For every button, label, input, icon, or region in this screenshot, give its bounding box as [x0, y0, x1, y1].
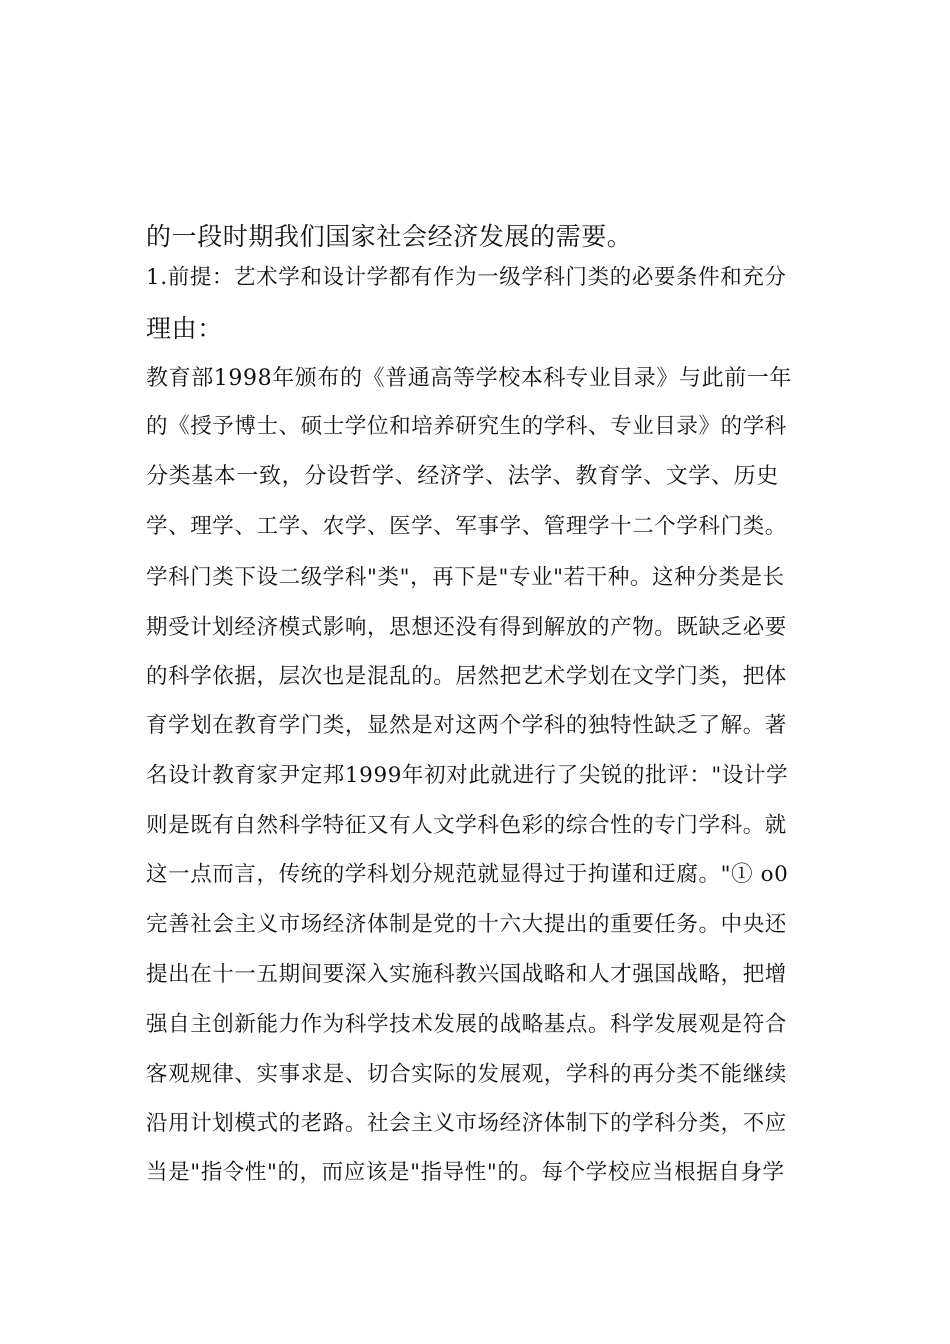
- text-line: 客观规律、实事求是、切合实际的发展观，学科的再分类不能继续: [146, 1062, 787, 1087]
- text-line: 的一段时期我们国家社会经济发展的需要。: [146, 222, 633, 251]
- text-line: 当是"指令性"的，而应该是"指导性"的。每个学校应当根据自身学: [146, 1160, 785, 1185]
- text-line: 完善社会主义市场经济体制是党的十六大提出的重要任务。中央还: [146, 912, 787, 937]
- text-line: 理由：: [146, 314, 223, 343]
- text-line: 名设计教育家尹定邦1999年初对此就进行了尖锐的批评："设计学: [146, 763, 789, 788]
- text-line: 学科门类下设二级学科"类"，再下是"专业"若干种。这种分类是长: [146, 565, 785, 590]
- text-line: 分类基本一致，分设哲学、经济学、法学、教育学、文学、历史: [146, 464, 779, 489]
- text-line: 学、理学、工学、农学、医学、军事学、管理学十二个学科门类。: [146, 514, 787, 539]
- text-line: 的《授予博士、硕士学位和培养研究生的学科、专业目录》的学科: [146, 414, 787, 439]
- text-line: 的科学依据，层次也是混乱的。居然把艺术学划在文学门类，把体: [146, 664, 787, 689]
- text-line: 教育部1998年颁布的《普通高等学校本科专业目录》与此前一年: [146, 366, 792, 391]
- text-line: 沿用计划模式的老路。社会主义市场经济体制下的学科分类，不应: [146, 1111, 787, 1136]
- text-line: 育学划在教育学门类，显然是对这两个学科的独特性缺乏了解。著: [146, 713, 787, 738]
- text-line: 强自主创新能力作为科学技术发展的战略基点。科学发展观是符合: [146, 1012, 787, 1037]
- text-line: 1.前提：艺术学和设计学都有作为一级学科门类的必要条件和充分: [146, 265, 787, 290]
- text-line: 提出在十一五期间要深入实施科教兴国战略和人才强国战略，把增: [146, 962, 787, 987]
- text-line: 期受计划经济模式影响，思想还没有得到解放的产物。既缺乏必要: [146, 615, 787, 640]
- text-line: 则是既有自然科学特征又有人文学科色彩的综合性的专门学科。就: [146, 813, 787, 838]
- text-line: 这一点而言，传统的学科划分规范就显得过于拘谨和迂腐。"① o0: [146, 862, 789, 887]
